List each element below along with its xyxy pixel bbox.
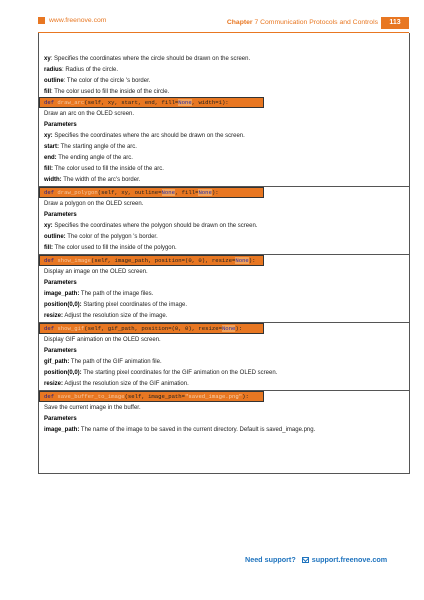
param-line: [44, 132, 245, 140]
page-header: [38, 17, 409, 31]
signature-args: ):: [211, 189, 219, 196]
param-desc: The color of the polygon 's border.: [65, 234, 158, 240]
keyword-def: def: [44, 189, 55, 196]
param-line: [44, 55, 250, 63]
param-line: [44, 88, 169, 96]
param-desc: Adjust the resolution size of the GIF animation.: [63, 381, 189, 387]
param-name: radius: [44, 67, 63, 73]
param-desc: Specifies the coordinates where the arc should be drawn on the screen.: [52, 133, 245, 139]
param-desc: : Radius of the circle.: [62, 67, 119, 73]
signature-args: ):: [242, 393, 249, 400]
parameters-heading: [44, 415, 77, 423]
param-desc: Specifies the coordinates where the polygon should be drawn on the screen.: [52, 223, 258, 229]
page-footer: [245, 555, 387, 564]
param-desc: The ending angle of the arc.: [56, 155, 133, 161]
signature-args: (self, gif_path, position=(0, 0), resize=: [84, 325, 222, 332]
keyword-def: def: [44, 325, 55, 332]
param-line: [44, 143, 137, 151]
keyword-none: None: [161, 189, 175, 196]
keyword-def: def: [44, 393, 55, 400]
show-gif-signature: [39, 323, 264, 334]
param-desc: Adjust the resolution size of the image.: [63, 313, 168, 319]
parameters-heading: [44, 121, 77, 129]
parameters-heading: [44, 211, 77, 219]
keyword-def: def: [44, 99, 55, 106]
signature-args: ):: [248, 257, 256, 264]
param-name: start:: [44, 144, 60, 150]
param-desc: The starting pixel coordinates for the GIF animation on the OLED screen.: [81, 370, 278, 376]
param-name: fill:: [44, 166, 53, 172]
param-name: resize:: [44, 313, 64, 319]
param-line: [44, 77, 150, 85]
param-desc: The color used to fill the inside of the polygon.: [53, 245, 177, 251]
param-desc: : Specifies the coordinates where the circle should be drawn on the screen.: [50, 56, 251, 62]
param-line: [44, 369, 277, 377]
param-name: xy:: [44, 133, 53, 139]
function-name: show_gif: [54, 325, 85, 332]
signature-args: , width=1):: [191, 99, 229, 106]
chapter-name: 7 Communication Protocols and Controls: [252, 19, 378, 26]
param-name: xy:: [44, 223, 53, 229]
page-number: 113: [381, 17, 409, 29]
api-reference-table: [38, 33, 410, 474]
param-line: [44, 312, 167, 320]
param-name: end:: [44, 155, 57, 161]
param-desc: The starting angle of the arc.: [59, 144, 137, 150]
support-label: Need support?: [245, 555, 296, 564]
keyword-none: None: [198, 189, 212, 196]
draw-polygon-signature: [39, 187, 264, 198]
param-line: [44, 301, 187, 309]
param-line: [44, 176, 140, 184]
chapter-label: Chapter: [226, 19, 253, 26]
param-line: [44, 290, 153, 298]
param-desc: The path of the image files.: [79, 291, 154, 297]
function-name: show_image: [54, 257, 92, 264]
param-line: [44, 233, 158, 241]
support-link[interactable]: support.freenove.com: [311, 555, 388, 564]
signature-args: (self, xy, outline=: [97, 189, 162, 196]
param-name: position(0,0):: [44, 370, 82, 376]
param-desc: The color used to fill the inside of the arc.: [53, 166, 164, 172]
signature-args: ):: [235, 325, 243, 332]
param-line: [44, 165, 164, 173]
keyword-none: None: [178, 99, 192, 106]
param-desc: The path of the GIF animation file.: [69, 359, 162, 365]
show-image-signature: [39, 255, 264, 266]
parameters-label: Parameters: [44, 212, 77, 218]
function-description: Display an image on the OLED screen.: [44, 269, 148, 275]
param-line: [44, 244, 177, 252]
param-name: fill:: [44, 245, 53, 251]
param-name: image_path:: [44, 291, 80, 297]
param-name: outline: [44, 78, 64, 84]
param-name: resize:: [44, 381, 64, 387]
keyword-none: None: [221, 325, 236, 332]
param-name: fill: [44, 89, 51, 95]
param-name: outline:: [44, 234, 66, 240]
function-name: draw_arc: [54, 99, 85, 106]
string-literal: "saved_image.png": [185, 393, 243, 400]
envelope-icon: [302, 557, 309, 563]
keyword-def: def: [44, 257, 55, 264]
parameters-heading: [44, 347, 77, 355]
param-line: [44, 358, 162, 366]
signature-args: (self, image_path=: [124, 393, 186, 400]
param-name: gif_path:: [44, 359, 70, 365]
signature-args: , fill=: [174, 189, 199, 196]
keyword-none: None: [235, 257, 249, 264]
parameters-label: Parameters: [44, 122, 77, 128]
param-desc: The width of the arc's border.: [61, 177, 141, 183]
function-name: draw_polygon: [54, 189, 98, 196]
parameters-heading: [44, 279, 77, 287]
parameters-label: Parameters: [44, 348, 77, 354]
signature-args: (self, image_path, position=(0, 0), resize=: [91, 257, 236, 264]
param-name: width:: [44, 177, 62, 183]
function-description: Save the current image in the buffer.: [44, 405, 141, 411]
param-line: [44, 66, 118, 74]
function-description: Draw an arc on the OLED screen.: [44, 111, 135, 117]
param-line: [44, 380, 189, 388]
save-image-signature: [39, 391, 264, 402]
brand: [38, 17, 106, 24]
param-desc: Starting pixel coordinates of the image.: [81, 302, 188, 308]
brand-logo-icon: [38, 17, 45, 24]
param-name: xy: [44, 56, 51, 62]
draw-arc-signature: [39, 97, 264, 108]
function-description: Draw a polygon on the OLED screen.: [44, 201, 144, 207]
function-description: Display GIF animation on the OLED screen.: [44, 337, 161, 343]
parameters-label: Parameters: [44, 416, 77, 422]
parameters-label: Parameters: [44, 280, 77, 286]
brand-link[interactable]: www.freenove.com: [49, 17, 107, 24]
param-name: position(0,0):: [44, 302, 82, 308]
param-name: image_path:: [44, 427, 80, 433]
param-desc: : The color used to fill the inside of the circle.: [51, 89, 170, 95]
param-desc: The name of the image to be saved in the current directory. Default is saved_image.png.: [79, 427, 316, 433]
param-desc: : The color of the circle 's border.: [63, 78, 151, 84]
param-line: [44, 154, 133, 162]
function-name: save_buffer_to_image: [54, 393, 125, 400]
signature-args: (self, xy, start, end, fill=: [84, 99, 179, 106]
chapter-title: [227, 17, 378, 29]
param-line: [44, 426, 315, 434]
param-line: [44, 222, 257, 230]
